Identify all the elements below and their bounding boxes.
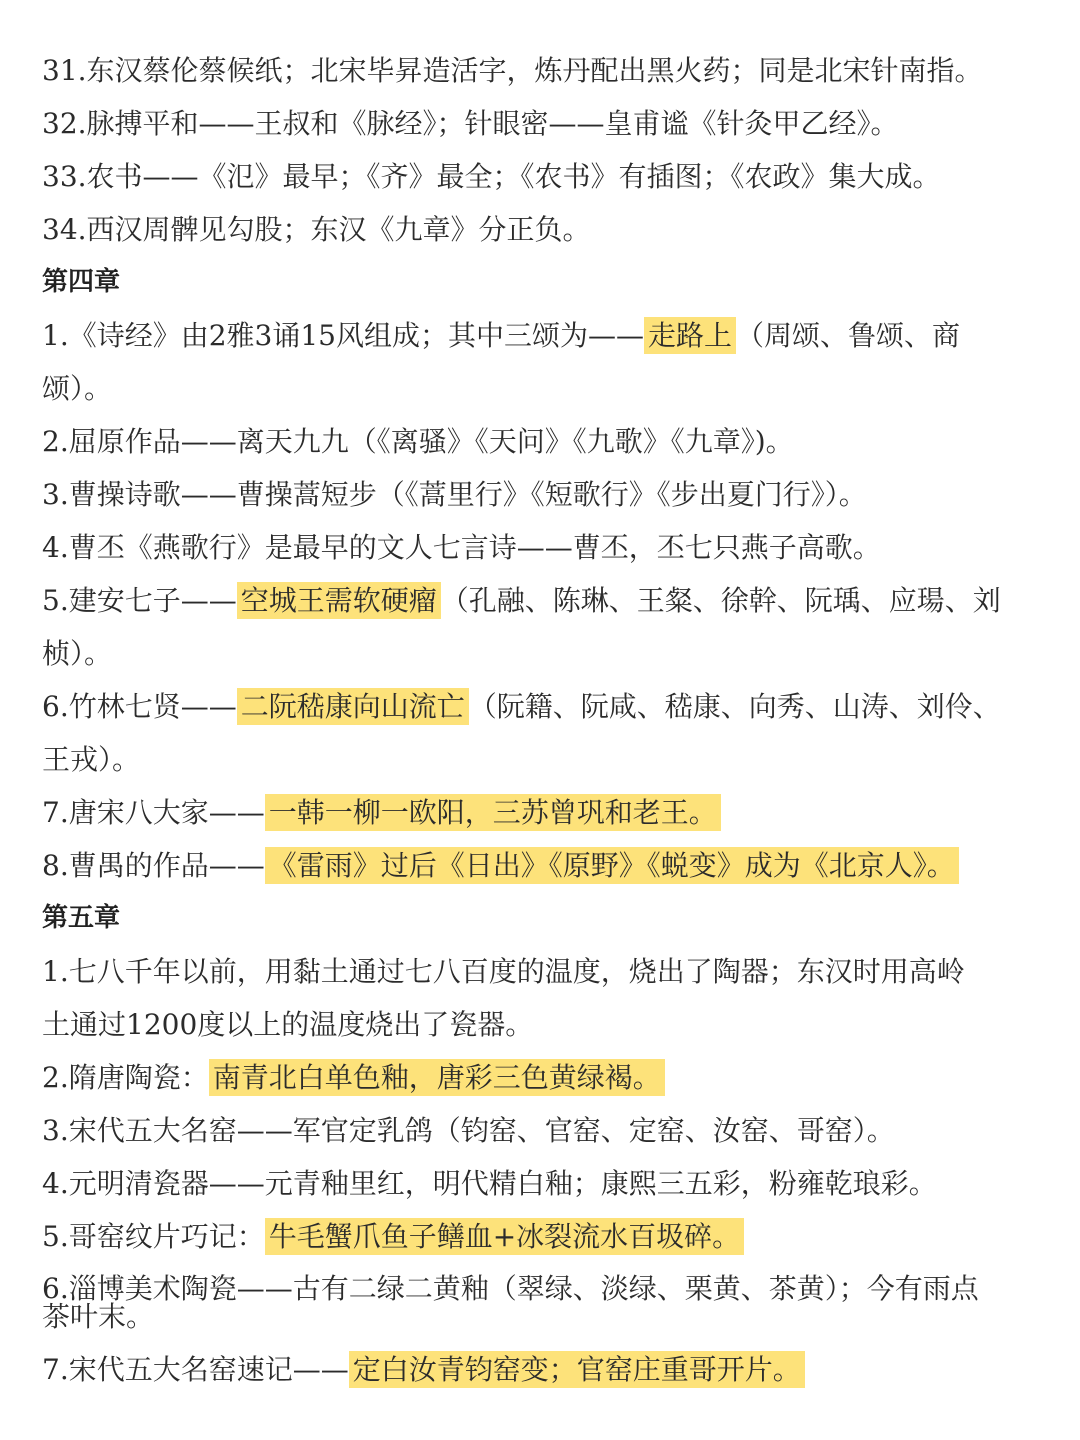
list-item: 3.宋代五大名窑——军官定乳鸽（钧窑、官窑、定窑、汝窑、哥窑）。 <box>42 1114 895 1147</box>
list-item <box>42 574 1042 627</box>
chapter-heading: 第四章 <box>42 267 121 297</box>
highlighted-mnemonic: 空城王需软硬瘤 <box>237 582 441 619</box>
item-text: 1.《诗经》由2雅3诵15风组成；其中三颂为—— <box>42 319 644 352</box>
list-item: 3.曹操诗歌——曹操蒿短步（《蒿里行》《短歌行》《步出夏门行》）。 <box>42 478 867 511</box>
list-item: 31.东汉蔡伦蔡候纸；北宋毕昇造活字，炼丹配出黑火药；同是北宋针南指。 <box>42 54 983 87</box>
item-text: 2.隋唐陶瓷： <box>42 1061 209 1094</box>
highlighted-mnemonic: 二阮嵇康向山流亡 <box>237 688 469 725</box>
list-item <box>42 1210 1042 1263</box>
item-text: 5.建安七子—— <box>42 584 237 617</box>
list-item: 4.曹丕《燕歌行》是最早的文人七言诗——曹丕，丕七只燕子高歌。 <box>42 531 881 564</box>
highlighted-mnemonic: 一韩一柳一欧阳，三苏曾巩和老王。 <box>265 794 721 831</box>
item-text: （周颂、鲁颂、商 <box>736 319 961 352</box>
notes-page <box>42 44 1042 1396</box>
item-text: （孔融、陈琳、王粲、徐幹、阮瑀、应瑒、刘 <box>440 584 1001 617</box>
item-text: （阮籍、阮咸、嵇康、向秀、山涛、刘伶、 <box>468 690 1001 723</box>
list-item: 34.西汉周髀见勾股；东汉《九章》分正负。 <box>42 213 591 246</box>
list-item-continuation: 颂）。 <box>42 372 113 405</box>
highlighted-mnemonic: 定白汝青钧窑变；官窑庄重哥开片。 <box>349 1351 805 1388</box>
list-item-continuation: 王戎）。 <box>42 743 141 776</box>
item-text: 7.宋代五大名窑速记—— <box>42 1353 349 1386</box>
list-item-continuation: 桢）。 <box>42 637 113 670</box>
list-item <box>42 309 1042 362</box>
list-item: 2.屈原作品——离天九九（《离骚》《天问》《九歌》《九章》)。 <box>42 425 794 458</box>
highlighted-mnemonic: 南青北白单色釉，唐彩三色黄绿褐。 <box>209 1059 665 1096</box>
list-item <box>42 680 1042 733</box>
list-item <box>42 786 1042 839</box>
list-item-continuation: 茶叶末。 <box>42 1300 155 1333</box>
list-item: 32.脉搏平和——王叔和《脉经》；针眼密——皇甫谧《针灸甲乙经》。 <box>42 107 899 140</box>
item-text: 6.淄博美术陶瓷——古有二绿二黄釉（翠绿、淡绿、栗黄、茶黄）；今有雨点 <box>42 1272 979 1305</box>
list-item: 1.七八千年以前，用黏土通过七八百度的温度，烧出了陶器；东汉时用高岭 <box>42 955 965 988</box>
list-item <box>42 1263 1042 1343</box>
list-item: 4.元明清瓷器——元青釉里红，明代精白釉；康熙三五彩，粉雍乾琅彩。 <box>42 1167 937 1200</box>
item-text: 6.竹林七贤—— <box>42 690 237 723</box>
list-item <box>42 1343 1042 1396</box>
highlighted-mnemonic: 牛毛蟹爪鱼子鳝血+冰裂流水百圾碎。 <box>265 1218 744 1255</box>
list-item: 33.农书——《氾》最早；《齐》最全；《农书》有插图；《农政》集大成。 <box>42 160 941 193</box>
chapter-heading: 第五章 <box>42 903 121 933</box>
item-text: 5.哥窑纹片巧记： <box>42 1220 265 1253</box>
item-text: 8.曹禺的作品—— <box>42 849 265 882</box>
list-item <box>42 839 1042 892</box>
list-item <box>42 1051 1042 1104</box>
item-text: 7.唐宋八大家—— <box>42 796 265 829</box>
highlighted-mnemonic: 走路上 <box>644 317 736 354</box>
list-item-continuation: 土通过1200度以上的温度烧出了瓷器。 <box>42 1008 534 1041</box>
highlighted-mnemonic: 《雷雨》过后《日出》《原野》《蜕变》成为《北京人》。 <box>265 847 959 884</box>
